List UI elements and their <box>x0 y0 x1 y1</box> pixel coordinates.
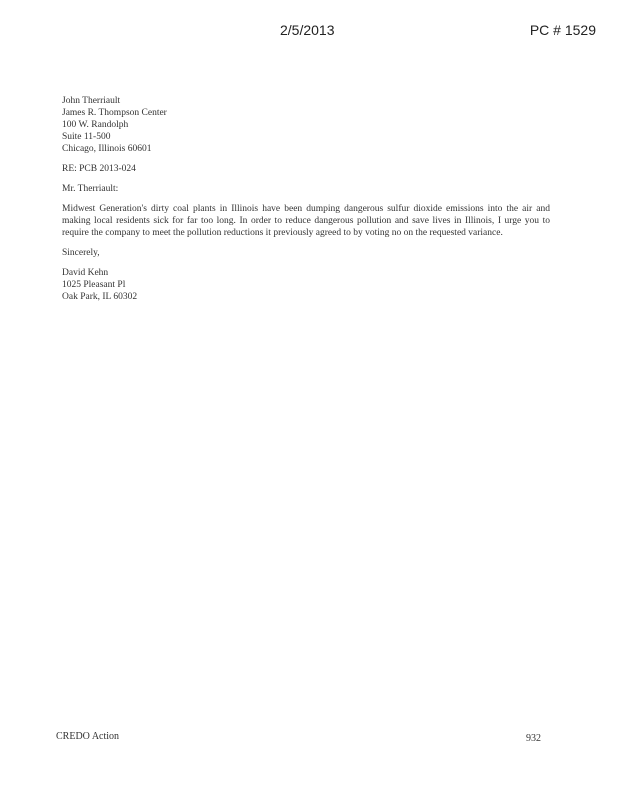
signer-street: 1025 Pleasant Pl <box>62 280 126 290</box>
recipient-city: Chicago, Illinois 60601 <box>62 144 152 154</box>
recipient-building: James R. Thompson Center <box>62 108 167 118</box>
signer-name: David Kehn <box>62 268 109 278</box>
recipient-name: John Therriault <box>62 96 121 106</box>
header-pc-number: PC # 1529 <box>529 22 596 38</box>
letter-body: Midwest Generation's dirty coal plants in Illinois have been dumping dangerous sulfur dioxide emissions into the air and making local residents sick for far too long. In order to reduce dangerous pollution and save lives in Illinois, I urge you to require the company to meet the pollution reductions it previously agreed to by voting no on the requested variance. <box>62 204 550 238</box>
footer-page-number: 932 <box>526 733 541 744</box>
letter <box>62 95 550 303</box>
salutation: Mr. Therriault: <box>62 184 119 194</box>
signer-city: Oak Park, IL 60302 <box>62 292 138 302</box>
signature-block <box>62 267 550 303</box>
header-date: 2/5/2013 <box>280 22 335 38</box>
recipient-suite: Suite 11-500 <box>62 132 111 142</box>
footer-source: CREDO Action <box>56 731 120 742</box>
recipient-address <box>62 95 550 155</box>
recipient-street: 100 W. Randolph <box>62 120 129 130</box>
closing: Sincerely, <box>62 248 100 258</box>
reference-line: RE: PCB 2013-024 <box>62 164 136 174</box>
